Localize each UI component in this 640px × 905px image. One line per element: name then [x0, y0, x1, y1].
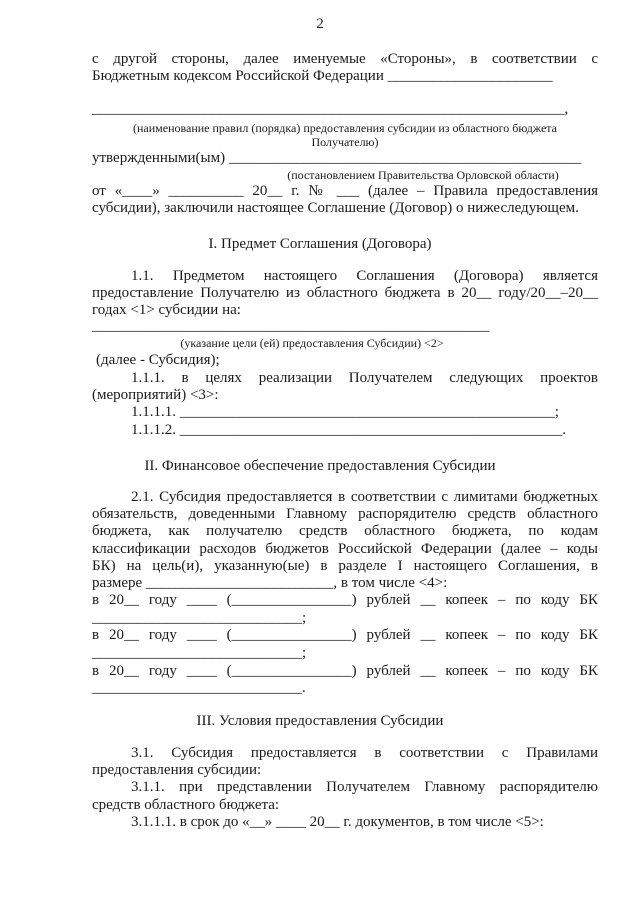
- s2-row-2-code: ____________________________;: [92, 645, 307, 661]
- intro-line-2: Бюджетным кодексом Российской Федерации ______________________: [92, 68, 553, 84]
- s1-p1-line-1: 1.1. Предметом настоящего Соглашения (Договора) является: [131, 268, 598, 284]
- s2-row-3-code: ____________________________.: [92, 680, 306, 696]
- s2-row-3: в 20__ году ____ (________________) рублей __ копеек – по коду БК: [92, 663, 598, 679]
- s1-item-1: 1.1.1.1. __________________________________________________;: [131, 404, 559, 420]
- section-3-title: III. Условия предоставления Субсидии: [196, 713, 444, 729]
- intro-line-approved: утвержденными(ым) _______________________________________________: [92, 150, 582, 166]
- s3-p1-line-1: 3.1. Субсидия предоставляется в соответствии с Правилами: [131, 745, 598, 761]
- s2-line-1: 2.1. Субсидия предоставляется в соответствии с лимитами бюджетных: [131, 489, 598, 505]
- s1-p1-line-2: предоставление Получателю из областного бюджета в 20__ году/20__–20__: [92, 285, 598, 301]
- page-number: 2: [316, 16, 324, 32]
- s2-row-1: в 20__ году ____ (________________) рублей __ копеек – по коду БК: [92, 592, 598, 608]
- s3-p2-line-2: средств областного бюджета:: [92, 797, 280, 813]
- s1-p2-line-2: (мероприятий) <3>:: [92, 387, 219, 403]
- s3-p1-line-2: предоставления субсидии:: [92, 762, 262, 778]
- s2-line-2: обязательств, доведенными Главному распорядителю средств областного: [92, 506, 598, 522]
- intro-blank-line: _______________________________________________________________,: [92, 101, 569, 117]
- intro-line-6: субсидии), заключили настоящее Соглашение (Договор) о нижеследующем.: [92, 200, 579, 216]
- s2-line-3: бюджета, как получателю средств областного бюджета, по кодам: [92, 523, 598, 539]
- s1-p2-line-1: 1.1.1. в целях реализации Получателем следующих проектов: [131, 370, 598, 386]
- s1-item-2: 1.1.1.2. ___________________________________________________.: [131, 422, 566, 438]
- s1-blank: _____________________________________________________: [92, 318, 490, 334]
- section-2-title: II. Финансовое обеспечение предоставления Субсидии: [144, 458, 496, 474]
- s1-p1-line-3: годах <1> субсидии на:: [92, 302, 241, 318]
- intro-note-1: (наименование правил (порядка) предоставления субсидии из областного бюджета: [132, 121, 558, 135]
- s2-line-6: размере _________________________, в том числе <4>:: [92, 575, 448, 591]
- s2-line-4: классификации расходов бюджетов Российской Федерации (далее – коды: [92, 541, 598, 557]
- s2-row-2: в 20__ году ____ (________________) рублей __ копеек – по коду БК: [92, 627, 598, 643]
- intro-line-5: от «____» __________ 20__ г. № ___ (далее – Правила предоставления: [92, 183, 598, 199]
- s3-p3: 3.1.1.1. в срок до «__» ____ 20__ г. документов, в том числе <5>:: [131, 814, 544, 830]
- s2-row-1-code: ____________________________;: [92, 610, 307, 626]
- intro-note-2: Получателю): [311, 135, 379, 149]
- intro-note-3: (постановлением Правительства Орловской области): [287, 168, 559, 182]
- s3-p2-line-1: 3.1.1. при представлении Получателем Главному распорядителю: [131, 779, 598, 795]
- s1-note: (указание цели (ей) предоставления Субсидии) <2>: [180, 336, 444, 350]
- section-1-title: I. Предмет Соглашения (Договора): [208, 236, 432, 252]
- s1-p1-line-4: (далее - Субсидия);: [96, 352, 220, 368]
- s2-line-5: БК) на цель(и), указанную(ые) в разделе I настоящего Соглашения, в: [92, 558, 598, 574]
- intro-line-1: с другой стороны, далее именуемые «Стороны», в соответствии с: [92, 51, 598, 67]
